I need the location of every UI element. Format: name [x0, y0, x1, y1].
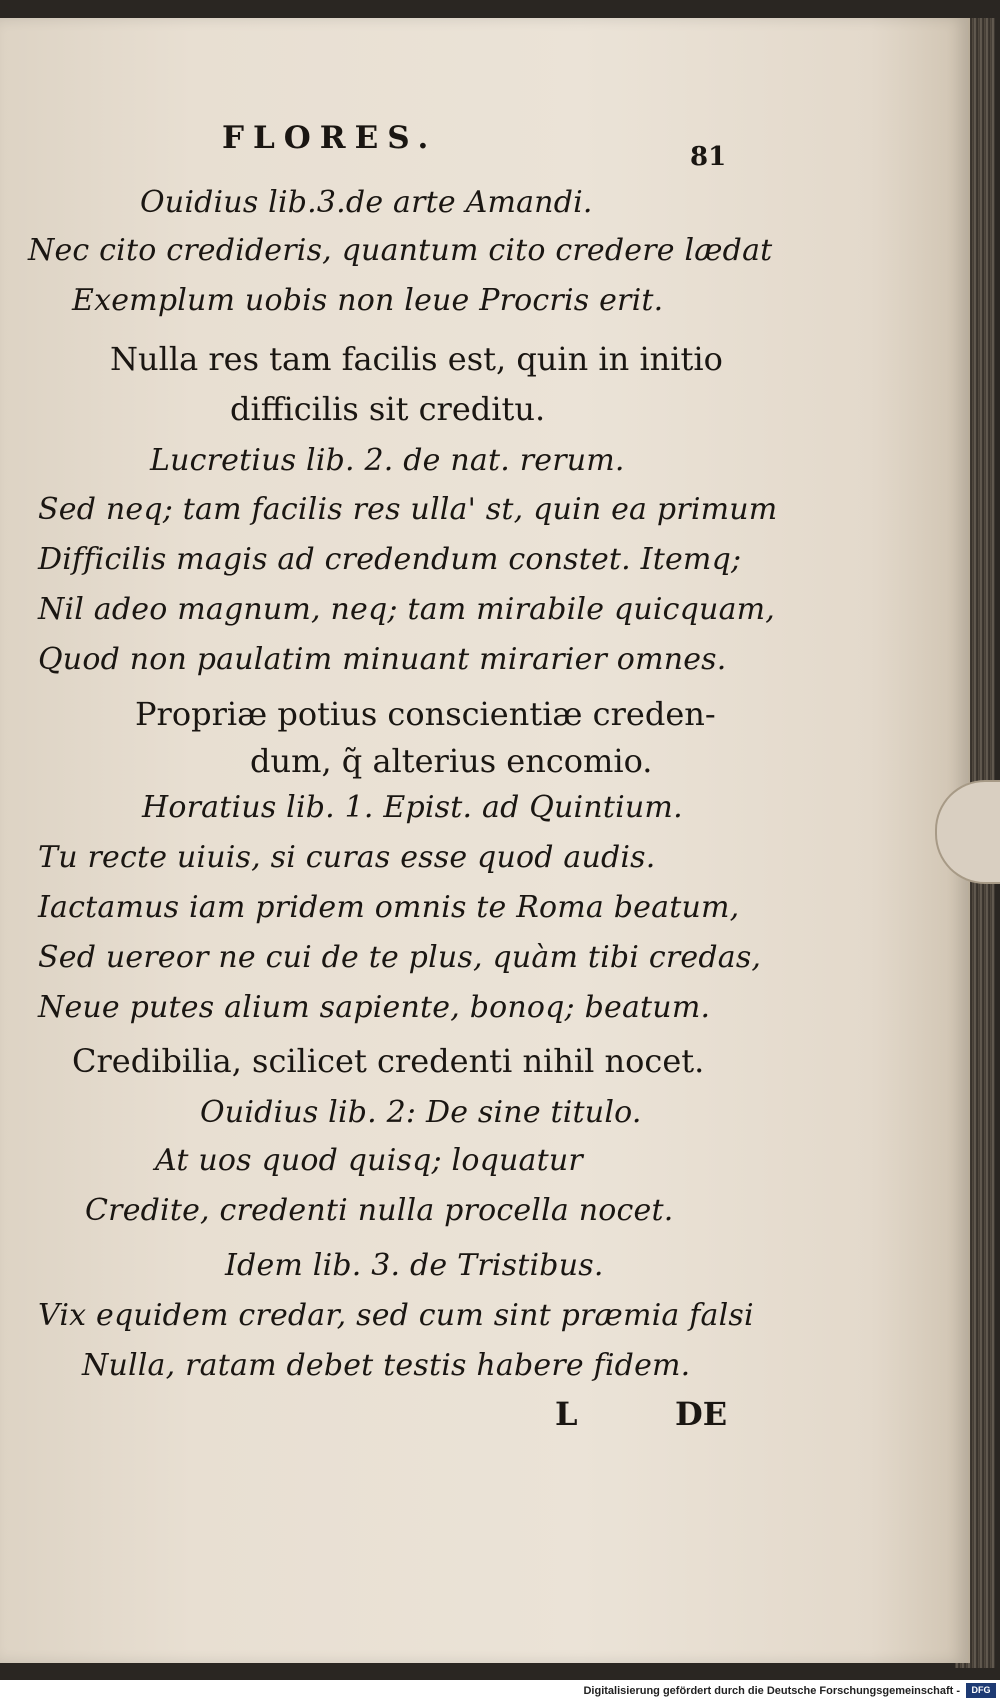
citation-line: Lucretius lib. 2. de nat. rerum. [150, 443, 625, 478]
signature-mark: L [555, 1395, 578, 1433]
verse-line: Iactamus iam pridem omnis te Roma beatum, [38, 890, 740, 925]
verse-line: Tu recte uiuis, si curas esse quod audis. [38, 840, 656, 875]
citation-line: Horatius lib. 1. Epist. ad Quintium. [142, 790, 683, 825]
citation-line: Ouidius lib.3.de arte Amandi. [140, 185, 593, 220]
digitization-footer [0, 1680, 1000, 1703]
citation-line: Ouidius lib. 2: De sine titulo. [200, 1095, 642, 1130]
page-number: 81 [690, 142, 727, 172]
heading-line: Nulla res tam facilis est, quin in initio [110, 340, 723, 378]
verse-line: Nil adeo magnum, neq; tam mirabile quicquam, [38, 592, 776, 627]
running-title: FLORES. [222, 120, 438, 156]
verse-line: Nec cito credideris, quantum cito credere lædat [28, 233, 773, 268]
verse-line: Difficilis magis ad credendum constet. Itemq; [38, 542, 742, 577]
verse-line: Sed uereor ne cui de te plus, quàm tibi credas, [38, 940, 762, 975]
heading-line: Propriæ potius conscientiæ creden- [135, 695, 716, 733]
heading-line: Credibilia, scilicet credenti nihil nocet. [72, 1042, 705, 1080]
heading-line: difficilis sit creditu. [230, 390, 546, 428]
footer-credit: Digitalisierung gefördert durch die Deutsche Forschungsgemeinschaft - [583, 1685, 960, 1697]
verse-line: Sed neq; tam facilis res ulla' st, quin ea primum [38, 492, 778, 527]
verse-line: Neue putes alium sapiente, bonoq; beatum. [38, 990, 711, 1025]
verse-line: Credite, credenti nulla procella nocet. [85, 1193, 674, 1228]
verse-line: At uos quod quisq; loquatur [155, 1143, 583, 1178]
dfg-logo: DFG [966, 1683, 996, 1698]
verse-line: Nulla, ratam debet testis habere fidem. [82, 1348, 691, 1383]
verse-line: Exemplum uobis non leue Procris erit. [72, 283, 664, 318]
verse-line: Vix equidem credar, sed cum sint præmia falsi [38, 1298, 754, 1333]
verse-line: Quod non paulatim minuant mirarier omnes. [38, 642, 727, 677]
citation-line: Idem lib. 3. de Tristibus. [225, 1248, 604, 1283]
heading-line: dum, q̃ alterius encomio. [250, 742, 653, 780]
catchword: DE [675, 1395, 728, 1433]
